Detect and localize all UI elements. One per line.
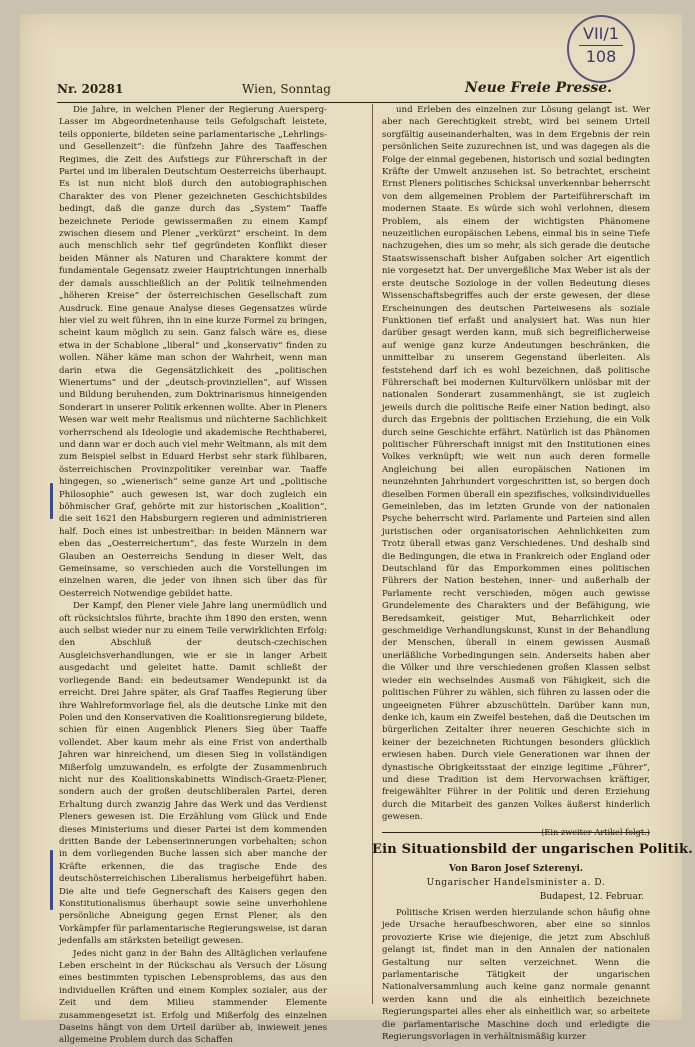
paragraph: Die Jahre, in welchen Plener der Regierung Auersperg-Lasser im Abgeordnetenhause teils Gefolgschaft leistete, teils opponierte, bildeten seine parlamentarische „Lehrlings- und Gesellenzeit“: die fünfzehn Jahre des Taaffeschen Regimes, die Zeit des Aufstiegs zur Führerschaft in der Partei und im liberalen Deutschtum Oesterreichs überhaupt. Es ist nun nicht bloß durch den autobiographischen Charakter des von Plener gezeichneten Geschichtsbildes bedingt, daß die ganze durch das „System“ Taaffe bezeichnete Periode gewissermaßen zu einem Kampf zwischen diesem und Plener „verkürzt“ erscheint. In dem auch menschlich sehr tief gegründeten Konflikt dieser beiden Männer als Naturen und Charaktere kommt der fundamentale Gegensatz zweier Hauptrichtungen innerhalb der damals ausschließlich an der Politik teilnehmenden „höheren Kreise“ der österreichischen Gesellschaft zum Ausdruck. Eine genaue Analyse dieses Gegensatzes würde hier viel zu weit führen, ihn in eine kurze Formel zu bringen, scheint kaum möglich zu sein. Ganz falsch wäre es, diese etwa in der Schablone „liberal“ und „konservativ“ finden zu wollen. Näher käme man schon der Wahrheit, wenn man darin etwa die Gegensätzlichkeit des „politischen Wienertums“ und der „deutsch-provinziellen“, auf Wissen und Bildung beruhenden, zum Doktrinarismus hinneigenden Sonderart in unserer Politik erkennen wollte. Aber in Pleners Wesen war weit mehr Realismus und nüchterne Sachlichkeit vorherrschend als Ideologie und akademische Rechthaberei, und dann war er doch auch viel mehr Weltmann, als mit dem zum Beispiel selbst in Eduard Herbst sehr stark fühlbaren, österreichischen Provinzpolitiker vereinbar war. Taaffe hingegen, so „wienerisch“ seine ganze Art und „politische Philosophie“ auch gewesen ist, war doch zugleich ein böhmischer Graf, gehörte mit zur historischen „Koalition“, die seit 1621 den Habsburgern regieren und administrieren half. Doch eines ist unbestreitbar: in beiden Männern war eben das „Oesterreichertum“, das feste Wurzeln in dem Glauben an Oesterreichs Sendung in dieser Welt, das Gemeinsame, so verschieden auch die Vorstellungen im einzelnen waren, die jeder von ihnen sich über das für Oesterreich Notwendige gebildet hatte. [59, 105, 327, 599]
archive-stamp [567, 15, 635, 83]
pencil-mark [50, 483, 53, 519]
newspaper-header [57, 80, 612, 103]
paragraph: Der Kampf, den Plener viele Jahre lang unermüdlich und oft rücksichtslos führte, brachte ihm 1890 den ersten, wenn auch selbst wieder nur zu einem Teile verwirklichten Erfolg: den Abschluß der deutsch-czechischen Ausgleichsverhandlungen, wie er sie in langer Arbeit ausgedacht und geleitet hatte. Damit schließt der vorliegende Band: ein bedeutsamer Wendepunkt ist da erreicht. Drei Jahre später, als Graf Taaffes Regierung über ihre Wahlreformvorlage fiel, als die deutsche Linke mit den Polen und den Konservativen die Koalitionsregierung bildete, schien für einen Augenblick Pleners Sieg über Taaffe vollendet. Aber kaum mehr als eine Frist von anderthalb Jahren war hinreichend, um diesen Sieg in vollständigen Mißerfolg umzuwandeln, es erfolgte der Zusammenbruch nicht nur des Koalitionskabinetts Windisch-Graetz-Plener, sondern auch der großen deutschliberalen Partei, deren Erhaltung durch zwanzig Jahre das Werk und das Verdienst Pleners gewesen ist. Die Erzählung vom Glück und Ende dieses Ministeriums und dieser Partei ist dem kommenden dritten Bande der Lebenserinnerungen vorbehalten; schon in dem vorliegenden Buche lassen sich aber manche der Kräfte erkennen, die das tragische Ende des deutschösterreichischen Liberalismus herbeigeführt haben. Die alte und tiefe Gegnerschaft des Kaisers gegen den Konstitutionalismus überhaupt sowie seine unverhohlene persönliche Abneigung gegen Ernst Plener, als den Vorkämpfer für parlamentarische Regierungsweise, ist daran jedenfalls am stärksten beteiligt gewesen. [59, 601, 327, 947]
issue-number: Nr. 20281 [57, 82, 124, 96]
pencil-mark [50, 850, 53, 910]
article-separator [382, 832, 650, 833]
paragraph: Politische Krisen werden hierzulande schon häufig ohne jede Ursache heraufbeschworen, aber eine so sinnlos provozierte Krise wie diejenige, die jetzt zum Abschluß gelangt ist, findet man in den Annalen der nationalen Gestaltung nur selten verzeichnet. Wenn die parlamentarische Tätigkeit der ungarischen Nationalversammlung auch keine ganz normale genannt werden kann und die als einheitlich bezeichnete Regierungspartei alles eher als einheitlich war, so arbeitete die parlamentarische Maschine doch und erledigte die Regierungsvorlagen in verhältnismäßig kurzer [382, 908, 650, 1043]
stamp-top: VII/1 [583, 24, 619, 43]
article-body [382, 907, 650, 1043]
column-divider [372, 104, 373, 1004]
article-title: Ein Situationsbild der ungarischen Politik. [372, 842, 693, 857]
paragraph: Jedes nicht ganz in der Bahn des Alltäglichen verlaufene Leben erscheint in der Rückschau als Versuch der Lösung eines bestimmten typischen Lebensproblems, das aus den individuellen Kräften und einem Komplex sozialer, aus der Zeit und dem Milieu stammender Elemente zusammengesetzt ist. Erfolg und Mißerfolg des einzelnen Daseins hängt von dem Urteil darüber ab, inwieweit jenes allgemeine Problem durch das Schaffen [59, 948, 327, 1046]
right-column-top [382, 104, 650, 844]
newspaper-title: Neue Freie Presse. [464, 80, 612, 96]
stamp-bottom: 108 [579, 45, 623, 68]
paragraph: und Erleben des einzelnen zur Lösung gelangt ist. Wer aber nach Gerechtigkeit strebt, wird bei seinem Urteil sorgfältig auseinanderhalten, was in dem Ergebnis der rein persönlichen Seite zuzurechnen ist, und was dagegen als die Folge der einmal gegebenen, historisch und sozial bedingten Kräfte der Umwelt anzusehen ist. So betrachtet, erscheint Ernst Pleners politisches Schicksal unverkennbar beherrscht von dem allgemeinen Problem der Parteiführerschaft im modernen Staate. Es würde sich wohl verlohnen, diesem Problem, als einem der wichtigsten Phänomene neuzeitlichen europäischen Lebens, einmal bis in seine Tiefe nachzugehen, dies um so mehr, als sich gerade die deutsche Staatswissenschaft bisher Aufgaben solcher Art eigentlich nie vorgesetzt hat. Der unvergeßliche Max Weber ist als der erste deutsche Soziologe in der vollen Bedeutung dieses Wissenschaftsbegriffes auch der erste gewesen, der diese Erscheinungen des deutschen Parteiwesens als soziale Funktionen tief erfaßt und analysiert hat. Was nun hier darüber gesagt werden kann, muß sich begreiflicherweise auf wenige ganz kurze Andeutungen beschränken, die unmittelbar zu unserem Gegenstand überleiten. Als feststehend darf ich es wohl bezeichnen, daß politische Führerschaft bei modernen Kulturvölkern unlösbar mit der nationalen Sonderart zusammenhängt, sie ist zugleich jeweils durch die politische Reife einer Nation bedingt, also durch das Ergebnis der politischen Erziehung, die ein Volk durch seine Geschichte erfährt. Natürlich ist das Phänomen politischer Führerschaft innigst mit den Institutionen eines Volkes verknüpft; wie weit nun auch deren formelle Angleichung bei allen europäischen Nationen im neunzehnten Jahrhundert vorgeschritten ist, so bergen doch dieselben Formen überall ein spezifisches, volksindividuelles Gemeinleben, das im letzten Grunde von der nationalen Psyche beherrscht wird. Parlamente und Parteien sind allen juristischen oder organisatorischen Aehnlichkeiten zum Trotz überall etwas ganz Verschiedenes. Und deshalb sind die Bedingungen, die etwa in Frankreich oder England oder Deutschland für das Emporkommen eines politischen Führers der Nation bestehen, inner- und außerhalb der Parlamente recht verschieden, mögen auch gewisse Grundelemente des Charakters und der Befähigung, wie Beredsamkeit, geistiger Mut, Beharrlichkeit oder geschmeidige Verhandlungskunst, Kunst in der Behandlung der Menschen, überall in einem gewissen Ausmaß unerläßliche Vorbedingungen sein. Anderseits haben aber die Völker und ihre verschiedenen großen Klassen selbst wieder ein wechselndes Ausmaß von Fähigkeit, sich die politischen Führer zu wählen, sich führen zu lassen oder die ungeeigneten Führer abzuschütteln. Darüber kann nun, denke ich, kaum ein Zweifel bestehen, daß die Deutschen im bürgerlichen Zeitalter ihrer neueren Geschichte sich in keiner der bezeichneten Richtungen besonders glücklich erwiesen haben. Durch viele Generationen war ihnen der dynastische Obrigkeitsstaat der einzige legitime „Führer“, und diese Tradition ist dem Hervorwachsen kräftiger, freigewählter Führer in der Politik und deren Erziehung durch die Mitarbeit des ganzen Volkes äußerst hinderlich gewesen. [382, 105, 650, 823]
left-column [59, 104, 327, 1046]
article-byline: Von Baron Josef Szterenyi. [448, 864, 584, 874]
author-position: Ungarischer Handelsminister a. D. [426, 878, 606, 888]
article-dateline: Budapest, 12. Februar. [539, 892, 644, 902]
place-date: Wien, Sonntag [242, 82, 331, 96]
